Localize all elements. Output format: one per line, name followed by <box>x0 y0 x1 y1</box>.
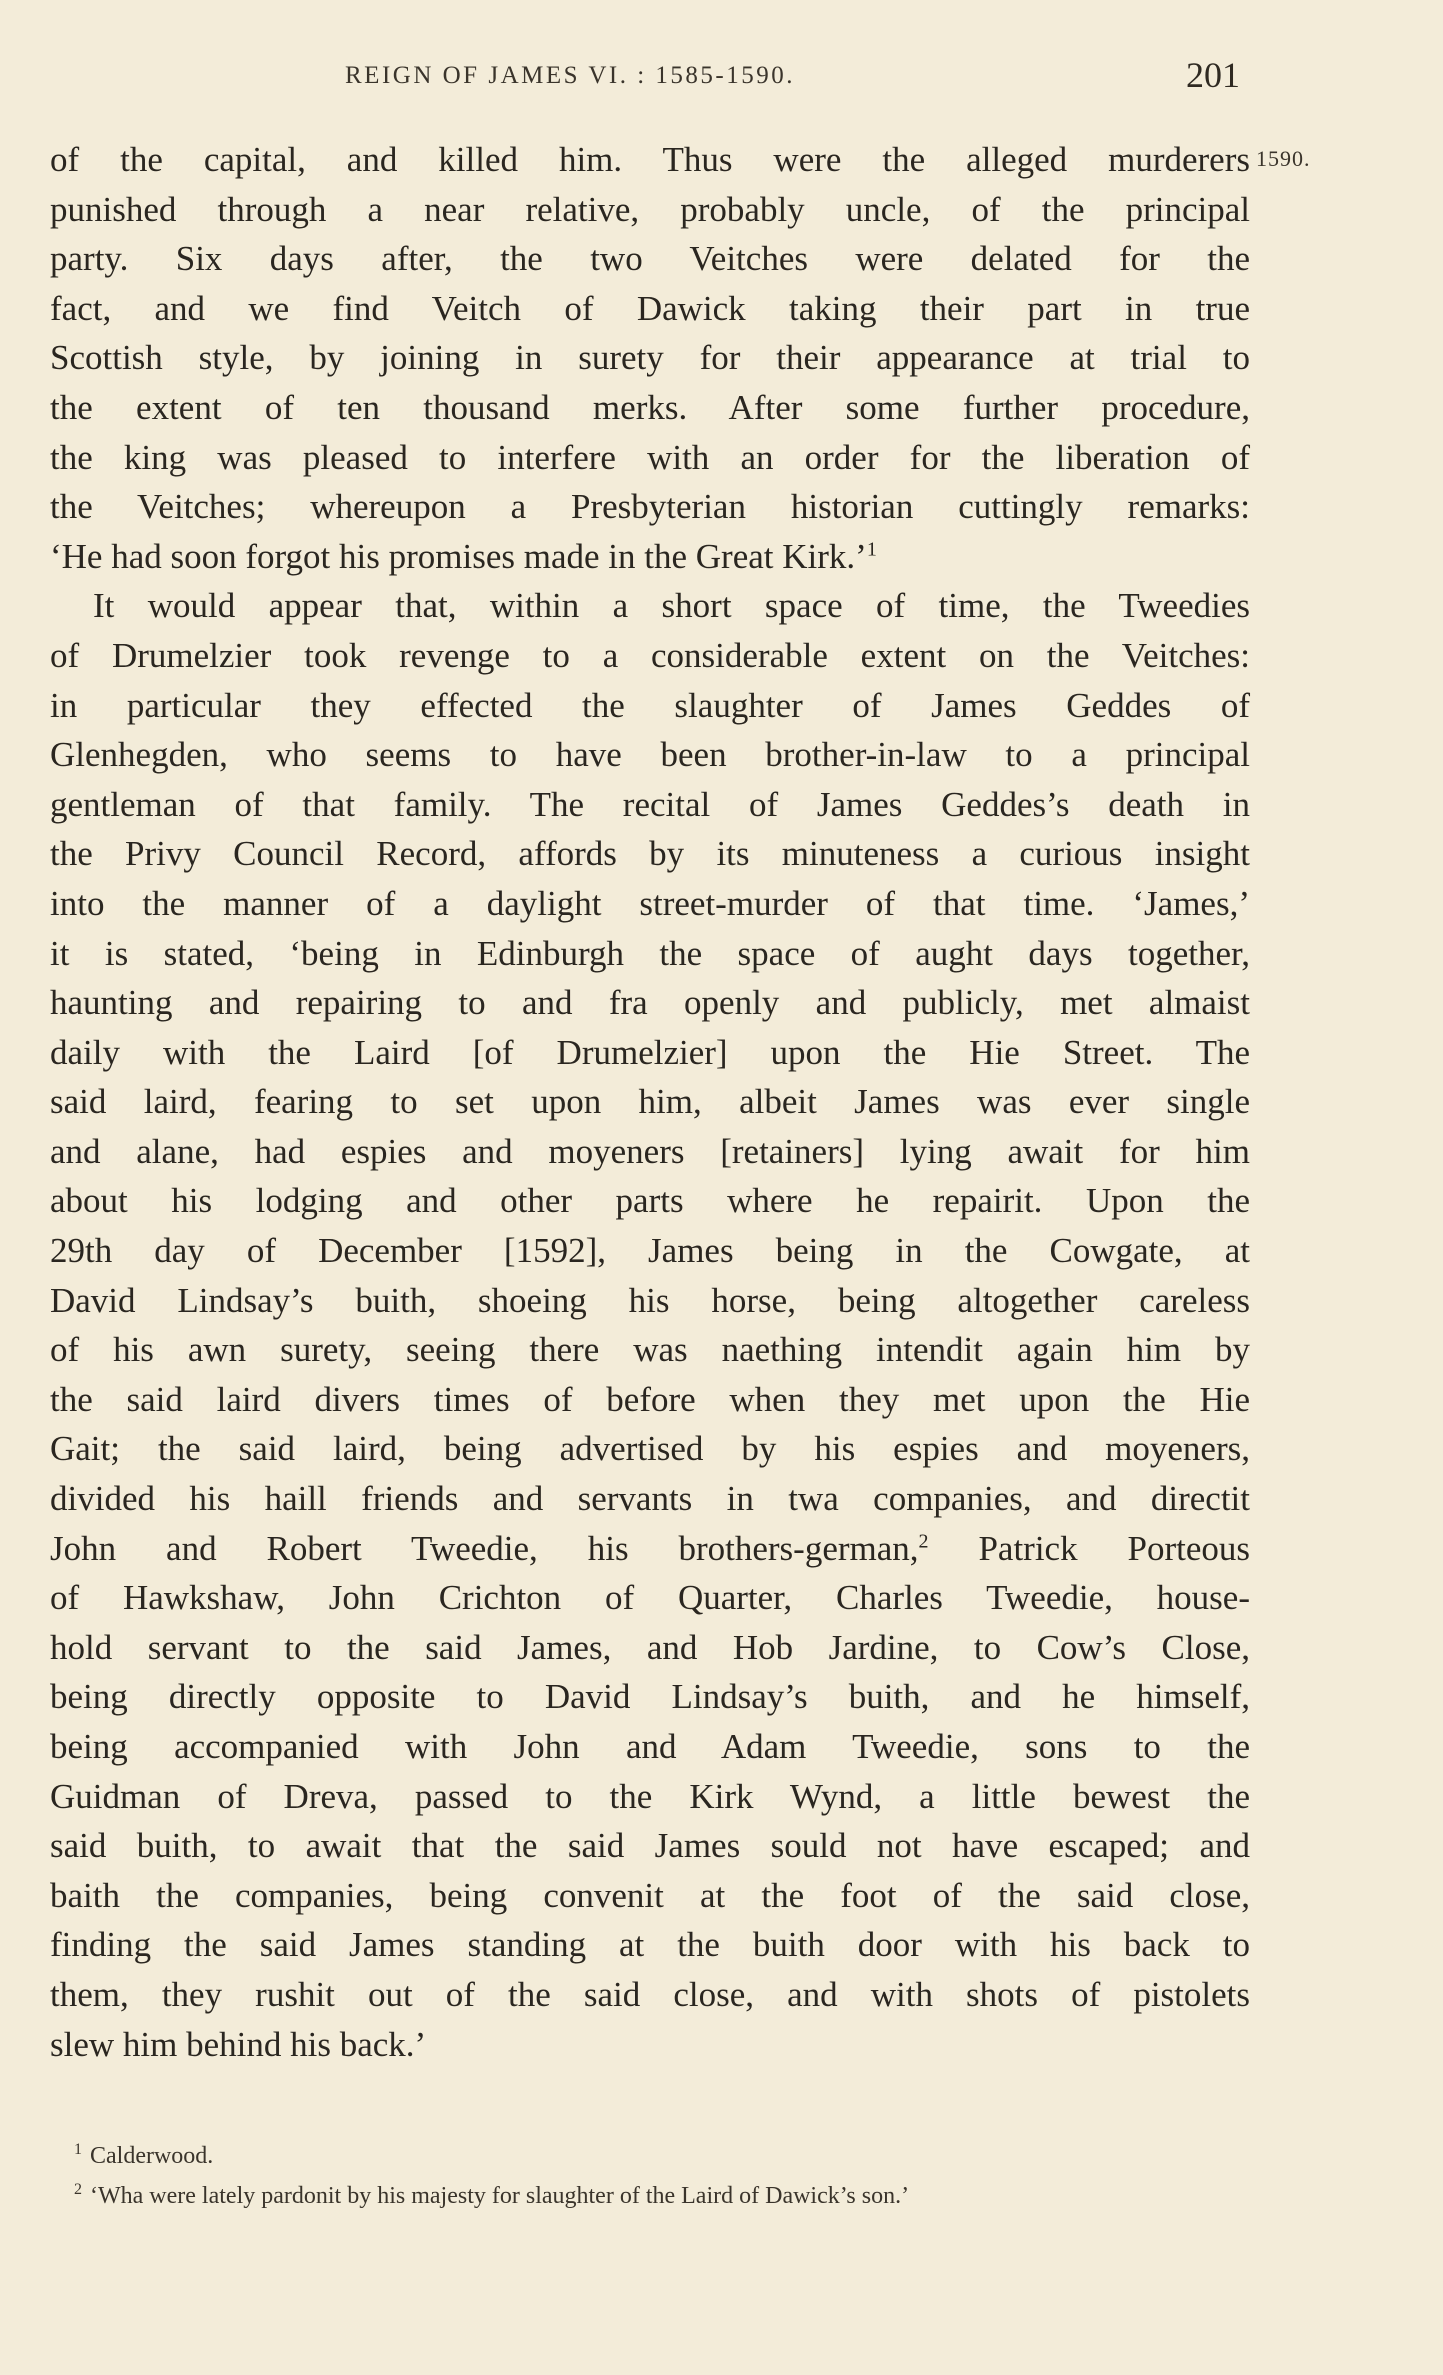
text-line <box>50 1672 1250 1722</box>
text-line-content: ‘He had soon forgot his promises made in the Great Kirk.’ <box>50 536 867 576</box>
text-line <box>50 1772 1250 1822</box>
text-line <box>50 1375 1250 1425</box>
text-line <box>50 1970 1250 2020</box>
footnote-mark: 1 <box>74 2141 82 2158</box>
text-line <box>50 1176 1250 1226</box>
footnote-text: ‘Wha were lately pardonit by his majesty for slaughter of the Laird of Dawick’s son.’ <box>90 2183 910 2209</box>
text-line <box>50 1226 1250 1276</box>
text-line-content: Scottish style, by joining in surety for their appearance at trial to <box>50 338 1250 378</box>
text-line <box>50 234 1250 284</box>
text-line-content: Guidman of Dreva, passed to the Kirk Wynd, a little bewest the <box>50 1776 1250 1816</box>
text-line-content: in particular they effected the slaughter of James Geddes of <box>50 685 1250 725</box>
text-line <box>50 284 1250 334</box>
text-line-content: Glenhegden, who seems to have been brother-in-law to a principal <box>50 735 1250 775</box>
text-line-content: it is stated, ‘being in Edinburgh the space of aught days together, <box>50 933 1250 973</box>
text-line-content: of Hawkshaw, John Crichton of Quarter, Charles Tweedie, house- <box>50 1578 1250 1618</box>
text-line-content: and alane, had espies and moyeners [retainers] lying await for him <box>50 1131 1250 1171</box>
text-line-content: said laird, fearing to set upon him, albeit James was ever single <box>50 1082 1250 1122</box>
text-line-content: the Veitches; whereupon a Presbyterian historian cuttingly remarks: <box>50 487 1250 527</box>
text-line-content: John and Robert Tweedie, his brothers-german, <box>50 1528 919 1568</box>
footnote <box>74 2176 1254 2216</box>
text-line-content: the king was pleased to interfere with an order for the liberation of <box>50 437 1250 477</box>
text-line <box>50 1920 1250 1970</box>
text-line-content: It would appear that, within a short space of time, the Tweedies <box>93 586 1250 626</box>
footnotes <box>74 2136 1254 2216</box>
text-line <box>50 482 1250 532</box>
text-line-content: hold servant to the said James, and Hob Jardine, to Cow’s Close, <box>50 1627 1250 1667</box>
text-line-content: haunting and repairing to and fra openly and publicly, met almaist <box>50 983 1250 1023</box>
text-line <box>50 780 1250 830</box>
text-line-content: party. Six days after, the two Veitches were delated for the <box>50 239 1250 279</box>
text-line <box>50 185 1250 235</box>
text-line <box>50 333 1250 383</box>
text-line-content: Gait; the said laird, being advertised by his espies and moyeners, <box>50 1429 1250 1469</box>
text-line <box>50 730 1250 780</box>
text-line <box>50 681 1250 731</box>
text-line <box>50 1623 1250 1673</box>
text-line-content: being directly opposite to David Lindsay’s buith, and he himself, <box>50 1677 1250 1717</box>
page-number: 201 <box>1186 55 1240 95</box>
text-line <box>50 929 1250 979</box>
text-line <box>50 532 1250 582</box>
text-line-content: daily with the Laird [of Drumelzier] upon the Hie Street. The <box>50 1032 1250 1072</box>
footnote-reference[interactable]: 2 <box>918 1529 929 1552</box>
text-line-content: said buith, to await that the said James sould not have escaped; and <box>50 1826 1250 1866</box>
text-line <box>50 1077 1250 1127</box>
text-line-content: 29th day of December [1592], James being in the Cowgate, at <box>50 1231 1250 1271</box>
footnote-text: Calderwood. <box>90 2143 214 2169</box>
footnote-reference[interactable]: 1 <box>866 538 877 561</box>
text-line <box>50 1871 1250 1921</box>
text-line <box>50 135 1250 185</box>
margin-year-note: 1590. <box>1256 146 1311 171</box>
text-line <box>50 1821 1250 1871</box>
text-line-content: the Privy Council Record, affords by its minuteness a curious insight <box>50 834 1250 874</box>
running-head: REIGN OF JAMES VI. : 1585-1590. <box>345 62 795 89</box>
text-line <box>50 631 1250 681</box>
text-line-content: of his awn surety, seeing there was naething intendit again him by <box>50 1330 1250 1370</box>
text-line-content: baith the companies, being convenit at the foot of the said close, <box>50 1875 1250 1915</box>
text-line-content: divided his haill friends and servants in twa companies, and directit <box>50 1479 1250 1519</box>
text-line <box>50 383 1250 433</box>
text-line-content: of the capital, and killed him. Thus were the alleged murderers <box>50 140 1250 179</box>
text-line-content: into the manner of a daylight street-murder of that time. ‘James,’ <box>50 883 1250 923</box>
text-line <box>50 2020 1250 2070</box>
text-line-content: them, they rushit out of the said close, and with shots of pistolets <box>50 1974 1250 2014</box>
text-line-content: the said laird divers times of before when they met upon the Hie <box>50 1379 1250 1419</box>
text-line <box>50 581 1250 631</box>
text-line <box>50 829 1250 879</box>
text-line <box>50 1474 1250 1524</box>
text-line <box>50 1573 1250 1623</box>
text-line <box>50 879 1250 929</box>
footnote-mark: 2 <box>74 2181 82 2198</box>
text-line-content: fact, and we find Veitch of Dawick taking their part in true <box>50 288 1250 328</box>
text-line-content: the extent of ten thousand merks. After some further procedure, <box>50 387 1250 427</box>
text-line <box>50 1325 1250 1375</box>
text-line <box>50 1424 1250 1474</box>
text-line-content: being accompanied with John and Adam Tweedie, sons to the <box>50 1727 1250 1766</box>
text-line-content: finding the said James standing at the buith door with his back to <box>50 1925 1250 1965</box>
body-text <box>50 135 1250 2069</box>
text-line <box>50 978 1250 1028</box>
text-line-content: David Lindsay’s buith, shoeing his horse, being altogether careless <box>50 1280 1250 1320</box>
text-line-content: about his lodging and other parts where he repairit. Upon the <box>50 1181 1250 1221</box>
text-line <box>50 1127 1250 1177</box>
text-line-content: of Drumelzier took revenge to a considerable extent on the Veitches: <box>50 635 1250 675</box>
text-line <box>50 1524 1250 1574</box>
text-line-continuation: Patrick Porteous <box>928 1528 1250 1568</box>
text-line <box>50 1028 1250 1078</box>
text-line <box>50 433 1250 483</box>
footnote <box>74 2136 1254 2176</box>
text-line-content: slew him behind his back.’ <box>50 2024 427 2064</box>
text-line-content: punished through a near relative, probably uncle, of the principal <box>50 189 1250 229</box>
text-line <box>50 1722 1250 1772</box>
text-line <box>50 1276 1250 1326</box>
text-line-content: gentleman of that family. The recital of James Geddes’s death in <box>50 784 1250 824</box>
